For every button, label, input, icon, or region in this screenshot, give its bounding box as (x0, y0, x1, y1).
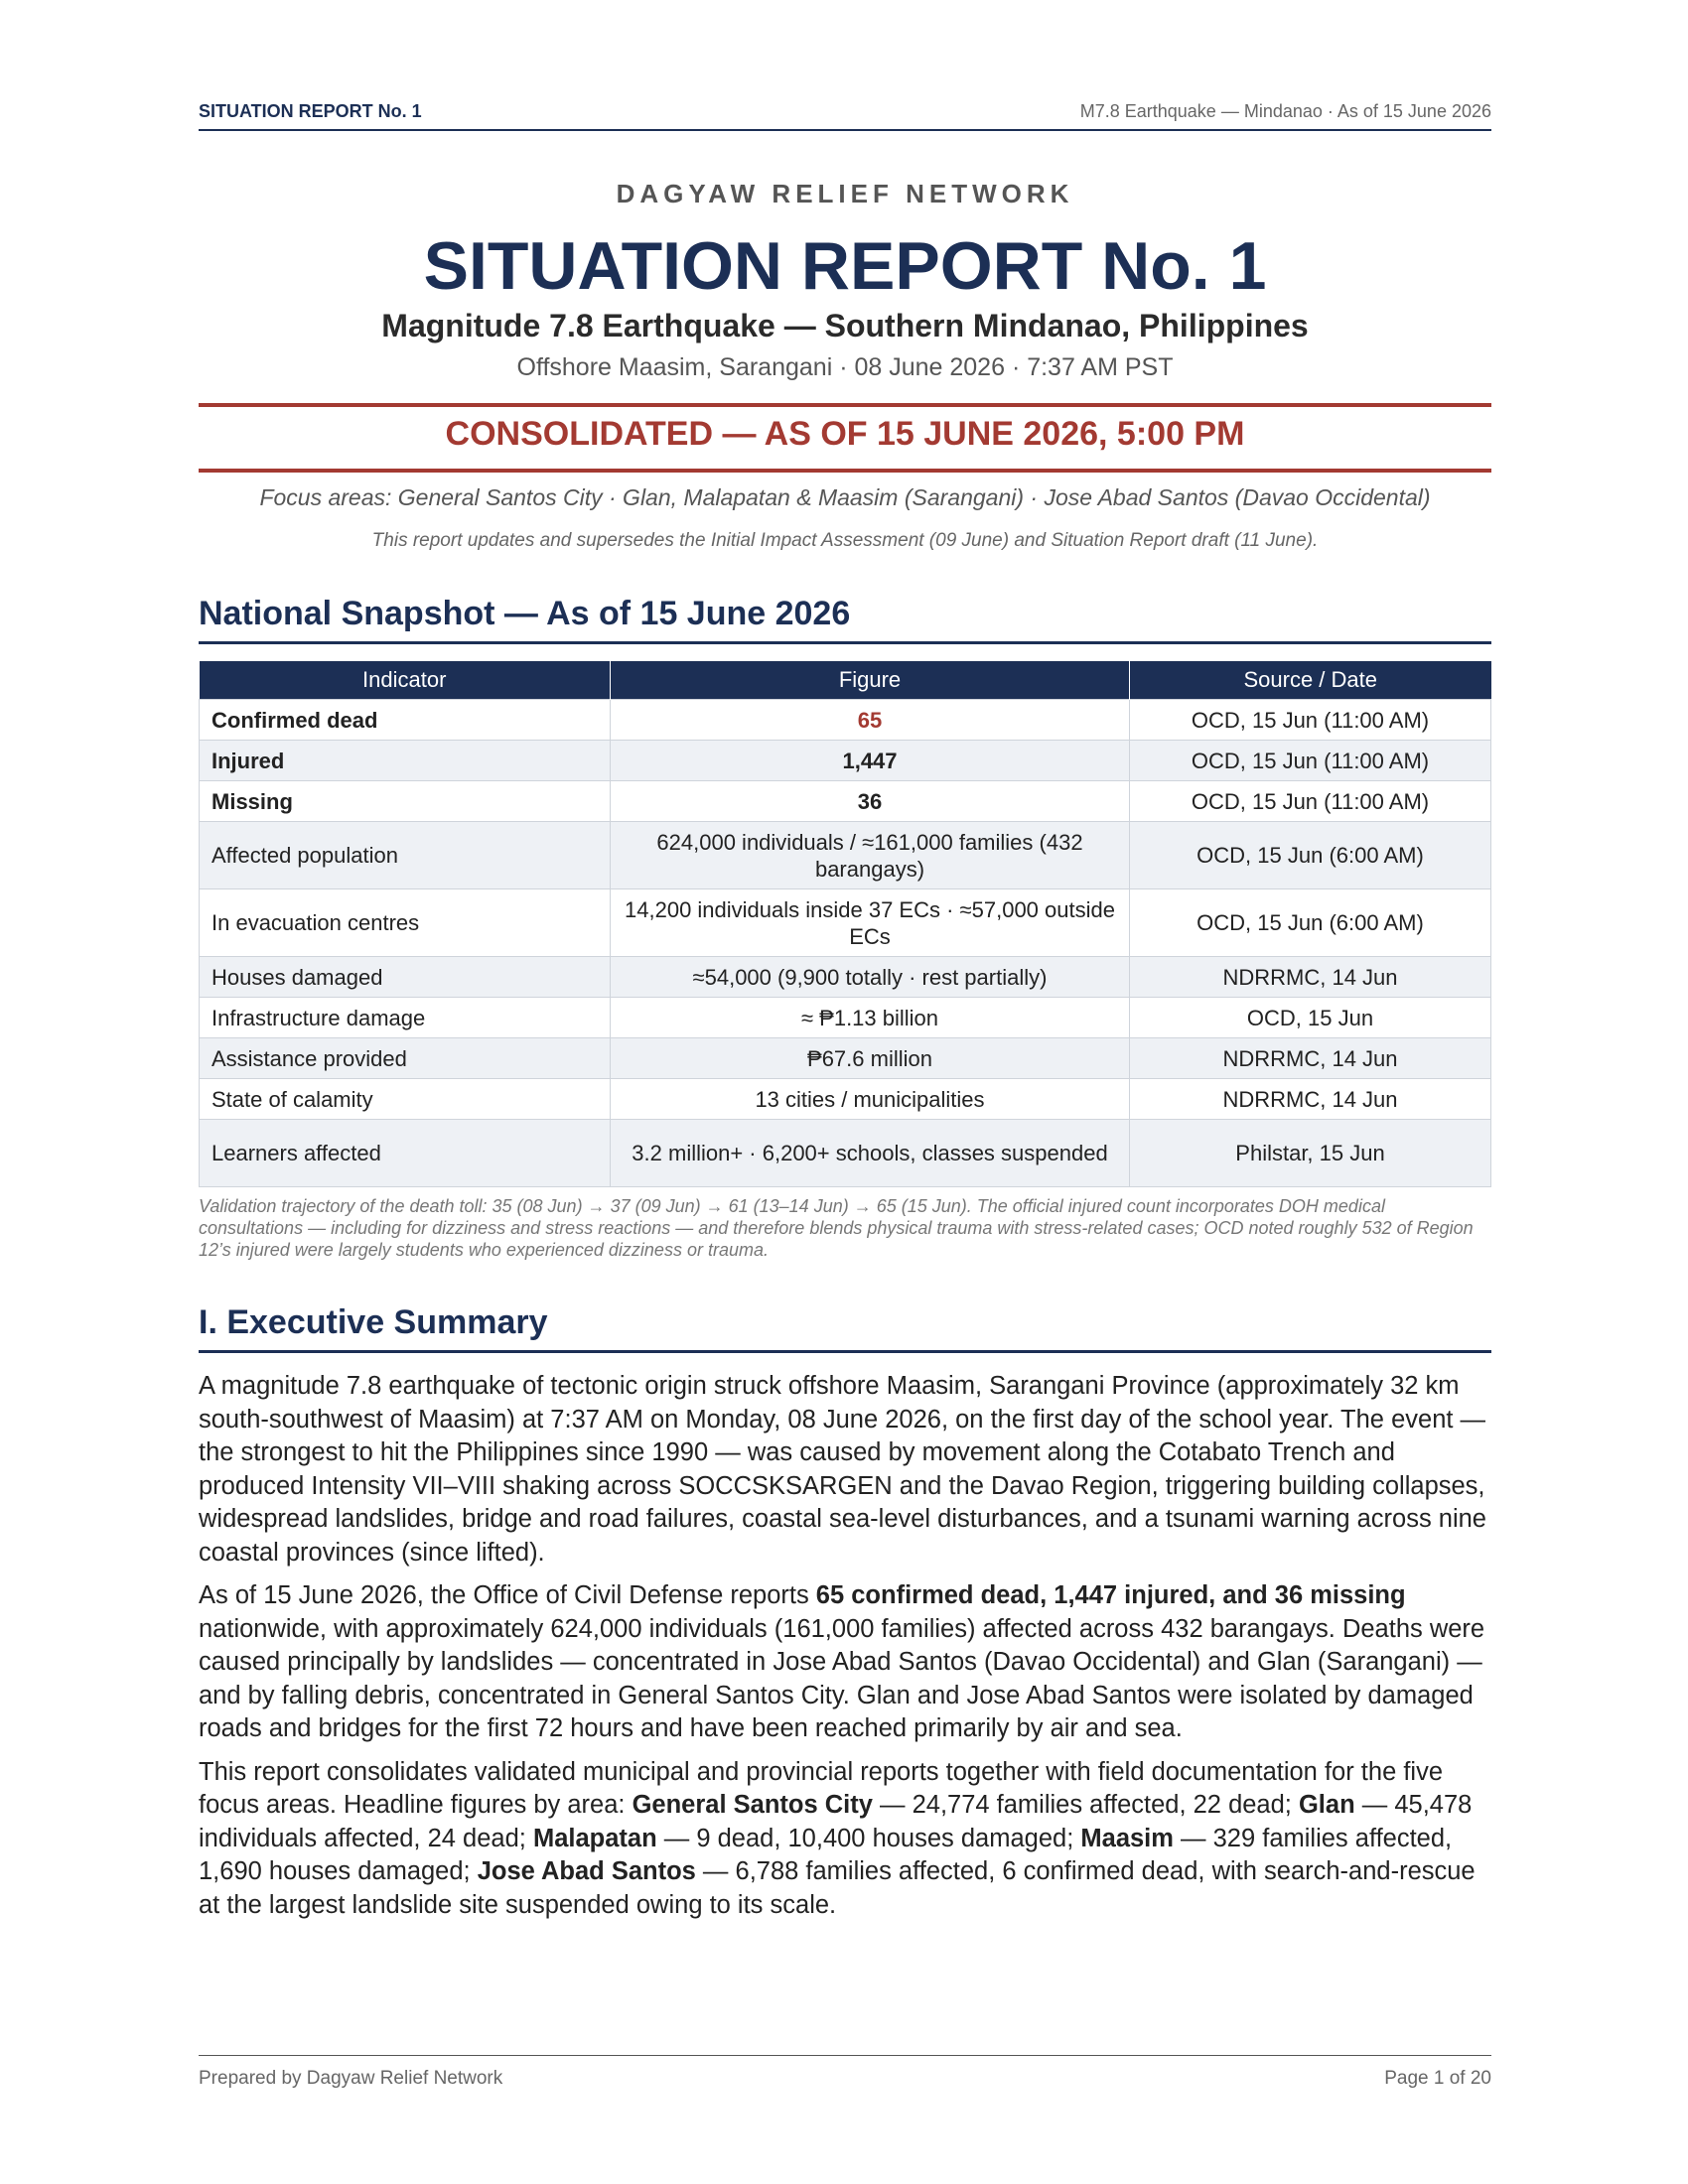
table-row (200, 1079, 1491, 1120)
casualty-figures: 65 confirmed dead, 1,447 injured, and 36 missing (815, 1581, 1406, 1609)
consolidated-banner: CONSOLIDATED — AS OF 15 JUNE 2026, 5:00 PM (445, 415, 1245, 453)
source-cell: NDRRMC, 14 Jun (1130, 957, 1491, 998)
source-cell: OCD, 15 Jun (11:00 AM) (1130, 781, 1491, 822)
summary-paragraph-3 (199, 1756, 1491, 1923)
figure-cell: 14,200 individuals inside 37 ECs · ≈57,000 outside ECs (611, 889, 1130, 957)
figure-cell: 3.2 million+ · 6,200+ schools, classes suspended (611, 1120, 1130, 1187)
table-row (200, 1120, 1491, 1187)
table-row (200, 957, 1491, 998)
table-row (200, 781, 1491, 822)
report-page (199, 0, 1491, 2184)
source-cell: OCD, 15 Jun (6:00 AM) (1130, 889, 1491, 957)
focus-areas: Focus areas: General Santos City · Glan, Malapatan & Maasim (Sarangani) · Jose Abad Santos (Davao Occidental) (259, 484, 1431, 510)
table-footnote: Validation trajectory of the death toll: 35 (08 Jun) → 37 (09 Jun) → 61 (13–14 Jun) → 65 (15 Jun). The official injured count incorporates DOH medical consultations — including for dizziness and stress reactions — and therefore blends physical trauma with stress-related cases; OCD noted roughly 532 of Region 12’s injured were largely students who experienced dizziness or trauma. (199, 1196, 1474, 1260)
source-cell: OCD, 15 Jun (6:00 AM) (1130, 822, 1491, 889)
organization-name: DAGYAW RELIEF NETWORK (616, 179, 1074, 208)
table-row (200, 822, 1491, 889)
supersedes-note: This report updates and supersedes the Initial Impact Assessment (09 June) and Situation Report draft (11 June). (371, 530, 1319, 551)
figure-cell: 13 cities / municipalities (611, 1079, 1130, 1120)
area-maasim: Maasim (1080, 1824, 1174, 1852)
table-row (200, 700, 1491, 741)
figure-cell: ₱67.6 million (611, 1038, 1130, 1079)
area-glan: Glan (1298, 1791, 1355, 1819)
indicator-cell: State of calamity (200, 1079, 611, 1120)
text-run: This report consolidates validated municipal and provincial reports together with field documentation for the five focus areas. Headline figures by area: (199, 1757, 1444, 1819)
summary-paragraph-2 (199, 1579, 1491, 1746)
table-row (200, 998, 1491, 1038)
area-general-santos: General Santos City (632, 1791, 873, 1819)
source-cell: OCD, 15 Jun (11:00 AM) (1130, 700, 1491, 741)
source-cell: OCD, 15 Jun (11:00 AM) (1130, 741, 1491, 781)
figure-cell: 36 (611, 781, 1130, 822)
text-run: — 9 dead, 10,400 houses damaged; (656, 1824, 1081, 1852)
figure-cell: ≈54,000 (9,900 totally · rest partially) (611, 957, 1130, 998)
figure-cell: 624,000 individuals / ≈161,000 families (432 barangays) (611, 822, 1130, 889)
indicator-cell: In evacuation centres (200, 889, 611, 957)
source-cell: NDRRMC, 14 Jun (1130, 1079, 1491, 1120)
header-report-title: SITUATION REPORT No. 1 (199, 101, 422, 121)
indicator-cell: Infrastructure damage (200, 998, 611, 1038)
text-run: As of 15 June 2026, the Office of Civil Defense reports (199, 1581, 816, 1609)
figure-cell: 1,447 (611, 741, 1130, 781)
header-event-date: M7.8 Earthquake — Mindanao · As of 15 June 2026 (1079, 101, 1491, 121)
source-cell: OCD, 15 Jun (1130, 998, 1491, 1038)
text-run: nationwide, with approximately 624,000 individuals (161,000 families) affected across 432 barangays. Deaths were caused principally by landslides — concentrated in Jose Abad Santos (Davao Occidental) and Glan (Sarangani) — and by falling debris, concentrated in General Santos City. Glan and Jose Abad Santos were isolated by damaged roads and bridges for the first 72 hours and have been reached primarily by air and sea. (199, 1614, 1485, 1742)
figure-cell: 65 (611, 700, 1130, 741)
text-run: — 329 families affected, 1,690 houses damaged; (199, 1824, 1453, 1885)
table-row (200, 889, 1491, 957)
page-number: Page 1 of 20 (1384, 2068, 1491, 2089)
indicator-cell: Affected population (200, 822, 611, 889)
indicator-cell: Houses damaged (200, 957, 611, 998)
area-malapatan: Malapatan (532, 1824, 657, 1852)
report-subtitle: Magnitude 7.8 Earthquake — Southern Mindanao, Philippines (381, 308, 1309, 343)
source-cell: Philstar, 15 Jun (1130, 1120, 1491, 1187)
executive-summary-body (199, 1370, 1491, 1932)
executive-summary-heading (199, 1300, 1491, 1353)
column-header-indicator: Indicator (200, 661, 611, 700)
text-run: — 6,788 families affected, 6 confirmed dead, with search-and-rescue at the largest landslide site suspended owing to its scale. (199, 1857, 1476, 1919)
page-title: SITUATION REPORT No. 1 (423, 228, 1267, 304)
footer-prepared-by: Prepared by Dagyaw Relief Network (199, 2068, 503, 2089)
indicator-cell: Injured (200, 741, 611, 781)
text-run: — 45,478 individuals affected, 24 dead; (199, 1791, 1473, 1852)
column-header-figure: Figure (611, 661, 1130, 700)
source-cell: NDRRMC, 14 Jun (1130, 1038, 1491, 1079)
executive-summary-heading-text: I. Executive Summary (199, 1303, 548, 1341)
summary-paragraph-1: A magnitude 7.8 earthquake of tectonic origin struck offshore Maasim, Sarangani Province (approximately 32 km south-southwest of Maasim) at 7:37 AM on Monday, 08 June 2026, on the first day of the school year. The event — the strongest to hit the Philippines since 1990 — was caused by movement along the Cotabato Trench and produced Intensity VII–VIII shaking across SOCCSKSARGEN and the Davao Region, triggering building collapses, widespread landslides, bridge and road failures, coastal sea-level disturbances, and a tsunami warning across nine coastal provinces (since lifted). (199, 1372, 1486, 1567)
table-row (200, 1038, 1491, 1079)
top-divider (199, 403, 1491, 407)
event-location-time: Offshore Maasim, Sarangani · 08 June 2026 · 7:37 AM PST (516, 353, 1174, 381)
indicator-cell: Learners affected (200, 1120, 611, 1187)
snapshot-heading (199, 592, 1491, 644)
indicator-cell: Confirmed dead (200, 700, 611, 741)
snapshot-heading-text: National Snapshot — As of 15 June 2026 (199, 595, 851, 632)
figure-cell: ≈ ₱1.13 billion (611, 998, 1130, 1038)
indicator-cell: Assistance provided (200, 1038, 611, 1079)
text-run: — 24,774 families affected, 22 dead; (872, 1791, 1299, 1819)
running-header (199, 97, 1491, 131)
running-footer (199, 2055, 1491, 2089)
table-row (200, 741, 1491, 781)
table-header-row (200, 661, 1491, 700)
indicator-cell: Missing (200, 781, 611, 822)
column-header-source: Source / Date (1130, 661, 1491, 700)
area-jose-abad-santos: Jose Abad Santos (477, 1857, 696, 1885)
snapshot-table (199, 661, 1491, 1187)
bottom-divider (199, 469, 1491, 473)
